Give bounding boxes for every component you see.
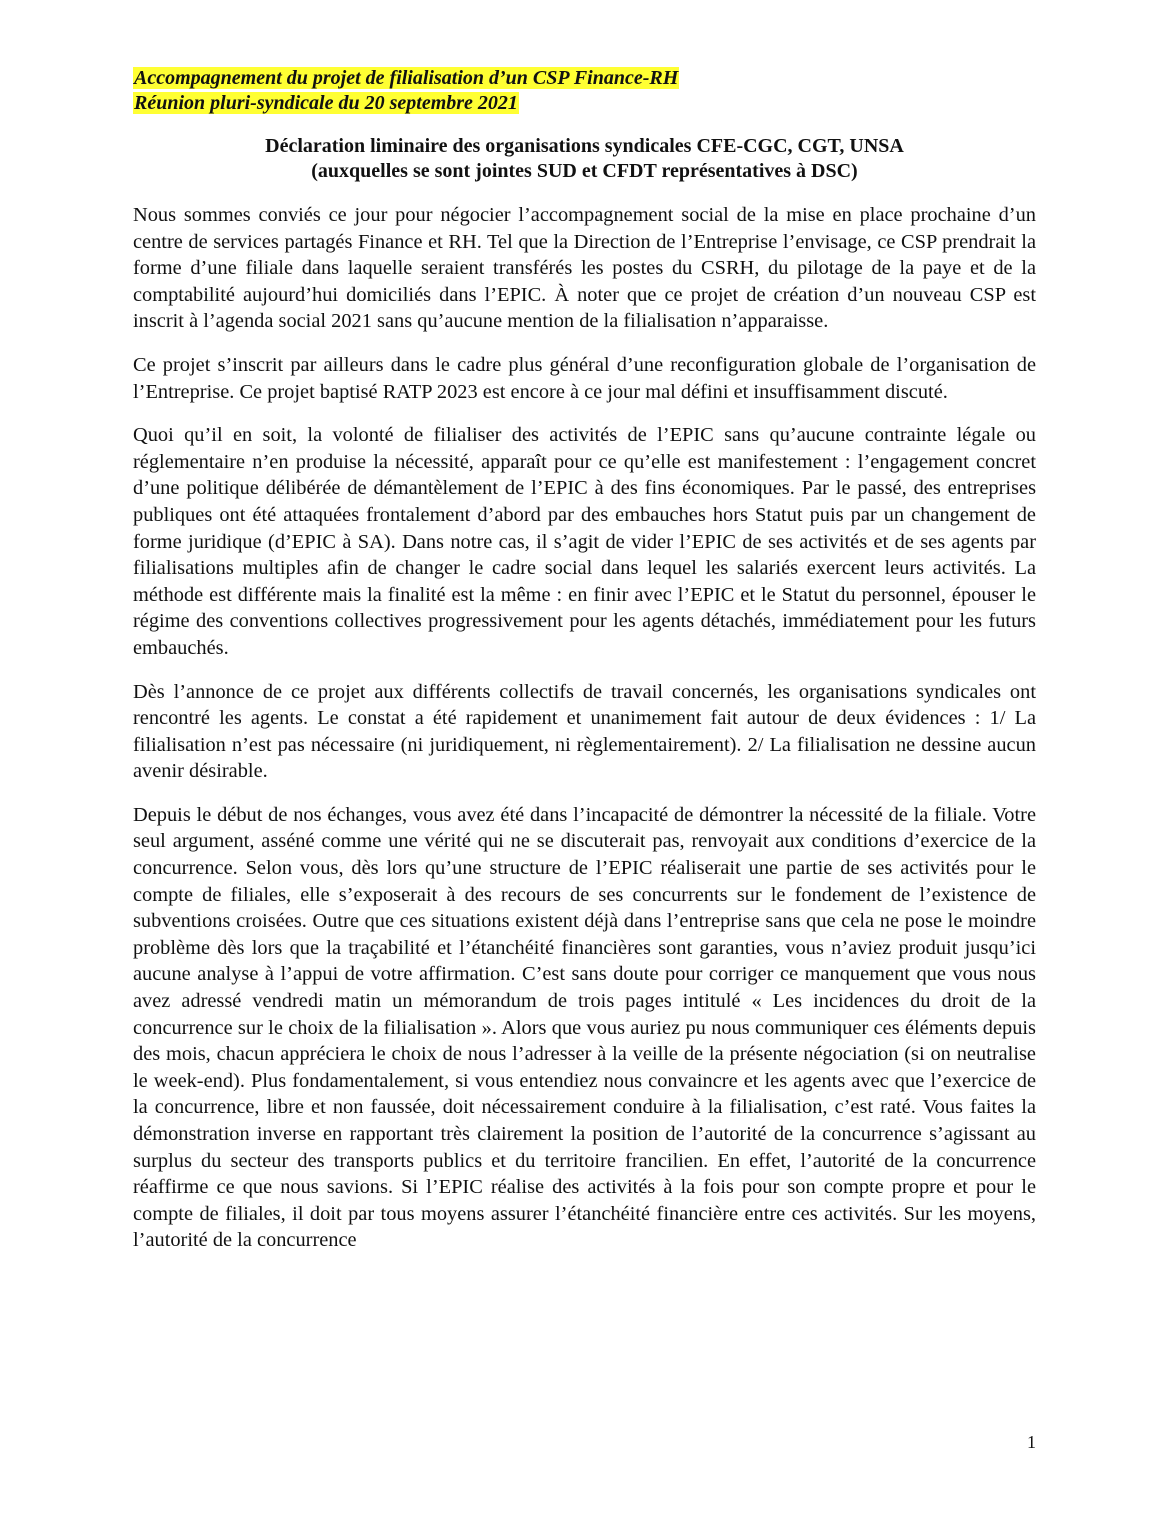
- paragraph: Quoi qu’il en soit, la volonté de filialiser des activités de l’EPIC sans qu’aucune contrainte légale ou réglementaire n’en produise la nécessité, apparaît pour ce qu’elle est manifestement : l’engagement concret d’une politique délibérée de démantèlement de l’EPIC à des fins économiques. Par le passé, des entreprises publiques ont été attaquées frontalement d’abord par des embauches hors Statut puis par un changement de forme juridique (d’EPIC à SA). Dans notre cas, il s’agit de vider l’EPIC de ses activités et de ses agents par filialisations multiples afin de changer le cadre social dans lequel les salariés exercent leurs activités. La méthode est différente mais la finalité est la même : en finir avec l’EPIC et le Statut du personnel, épouser le régime des conventions collectives progressivement pour les agents détachés, immédiatement pour les futurs embauchés.: [133, 424, 1036, 659]
- paragraph: Nous sommes conviés ce jour pour négocier l’accompagnement social de la mise en place prochaine d’un centre de services partagés Finance et RH. Tel que la Direction de l’Entreprise l’envisage, ce CSP prendrait la forme d’une filiale dans laquelle seraient transférés les postes du CSRH, du pilotage de la paye et de la comptabilité aujourd’hui domiciliés dans l’EPIC. À noter que ce projet de création d’un nouveau CSP est inscrit à l’agenda social 2021 sans qu’aucune mention de la filialisation n’apparaisse.: [133, 204, 1036, 333]
- page-number: 1: [1027, 1432, 1036, 1452]
- paragraph: Depuis le début de nos échanges, vous avez été dans l’incapacité de démontrer la nécessité de la filiale. Votre seul argument, asséné comme une vérité qui ne se discuterait pas, renvoyait aux conditions d’exercice de la concurrence. Selon vous, dès lors qu’une structure de l’EPIC réaliserait une partie de ses activités pour le compte de filiales, elle s’exposerait à des recours de ses concurrents sur le fondement de l’existence de subventions croisées. Outre que ces situations existent déjà dans l’entreprise sans que cela ne pose le moindre problème dès lors que la traçabilité et l’étanchéité financières sont garanties, vous n’aviez produit jusqu’ici aucune analyse à l’appui de votre affirmation. C’est sans doute pour corriger ce manquement que vous nous avez adressé vendredi matin un mémorandum de trois pages intitulé « Les incidences du droit de la concurrence sur le choix de la filialisation ». Alors que vous auriez pu nous communiquer ces éléments depuis des mois, chacun appréciera le choix de nous l’adresser à la veille de la présente négociation (si on neutralise le week-end). Plus fondamentalement, si vous entendiez nous convaincre et les agents avec que l’exercice de la concurrence, libre et non faussée, doit nécessairement conduire à la filialisation, c’est raté. Vous faites la démonstration inverse en rapportant très clairement la position de l’autorité de la concurrence s’agissant au surplus du secteur des transports publics et du territoire francilien. En effet, l’autorité de la concurrence réaffirme ce que nous savions. Si l’EPIC réalise des activités à la fois pour son compte propre et pour le compte de filiales, il doit par tous moyens assurer l’étanchéité financière entre ces activités. Sur les moyens, l’autorité de la concurrence: [133, 803, 1036, 1252]
- heading-title-line-2: Réunion pluri-syndicale du 20 septembre 2021: [134, 92, 518, 114]
- declaration-line-2: (auxquelles se sont jointes SUD et CFDT représentatives à DSC): [311, 160, 858, 182]
- paragraph: Dès l’annonce de ce projet aux différents collectifs de travail concernés, les organisations syndicales ont rencontré les agents. Le constat a été rapidement et unanimement fait autour de deux évidences : 1/ La filialisation n’est pas nécessaire (ni juridiquement, ni règlementairement). 2/ La filialisation ne dessine aucun avenir désirable.: [133, 680, 1036, 783]
- paragraph: Ce projet s’inscrit par ailleurs dans le cadre plus général d’une reconfiguration globale de l’organisation de l’Entreprise. Ce projet baptisé RATP 2023 est encore à ce jour mal défini et insuffisamment discuté.: [133, 353, 1036, 403]
- document-body: [133, 202, 1036, 1271]
- heading-title-line-1: Accompagnement du projet de filialisation d’un CSP Finance-RH: [134, 67, 679, 89]
- document-heading: [133, 66, 679, 116]
- declaration-title: [133, 134, 1036, 184]
- declaration-line-1: Déclaration liminaire des organisations syndicales CFE-CGC, CGT, UNSA: [265, 135, 904, 157]
